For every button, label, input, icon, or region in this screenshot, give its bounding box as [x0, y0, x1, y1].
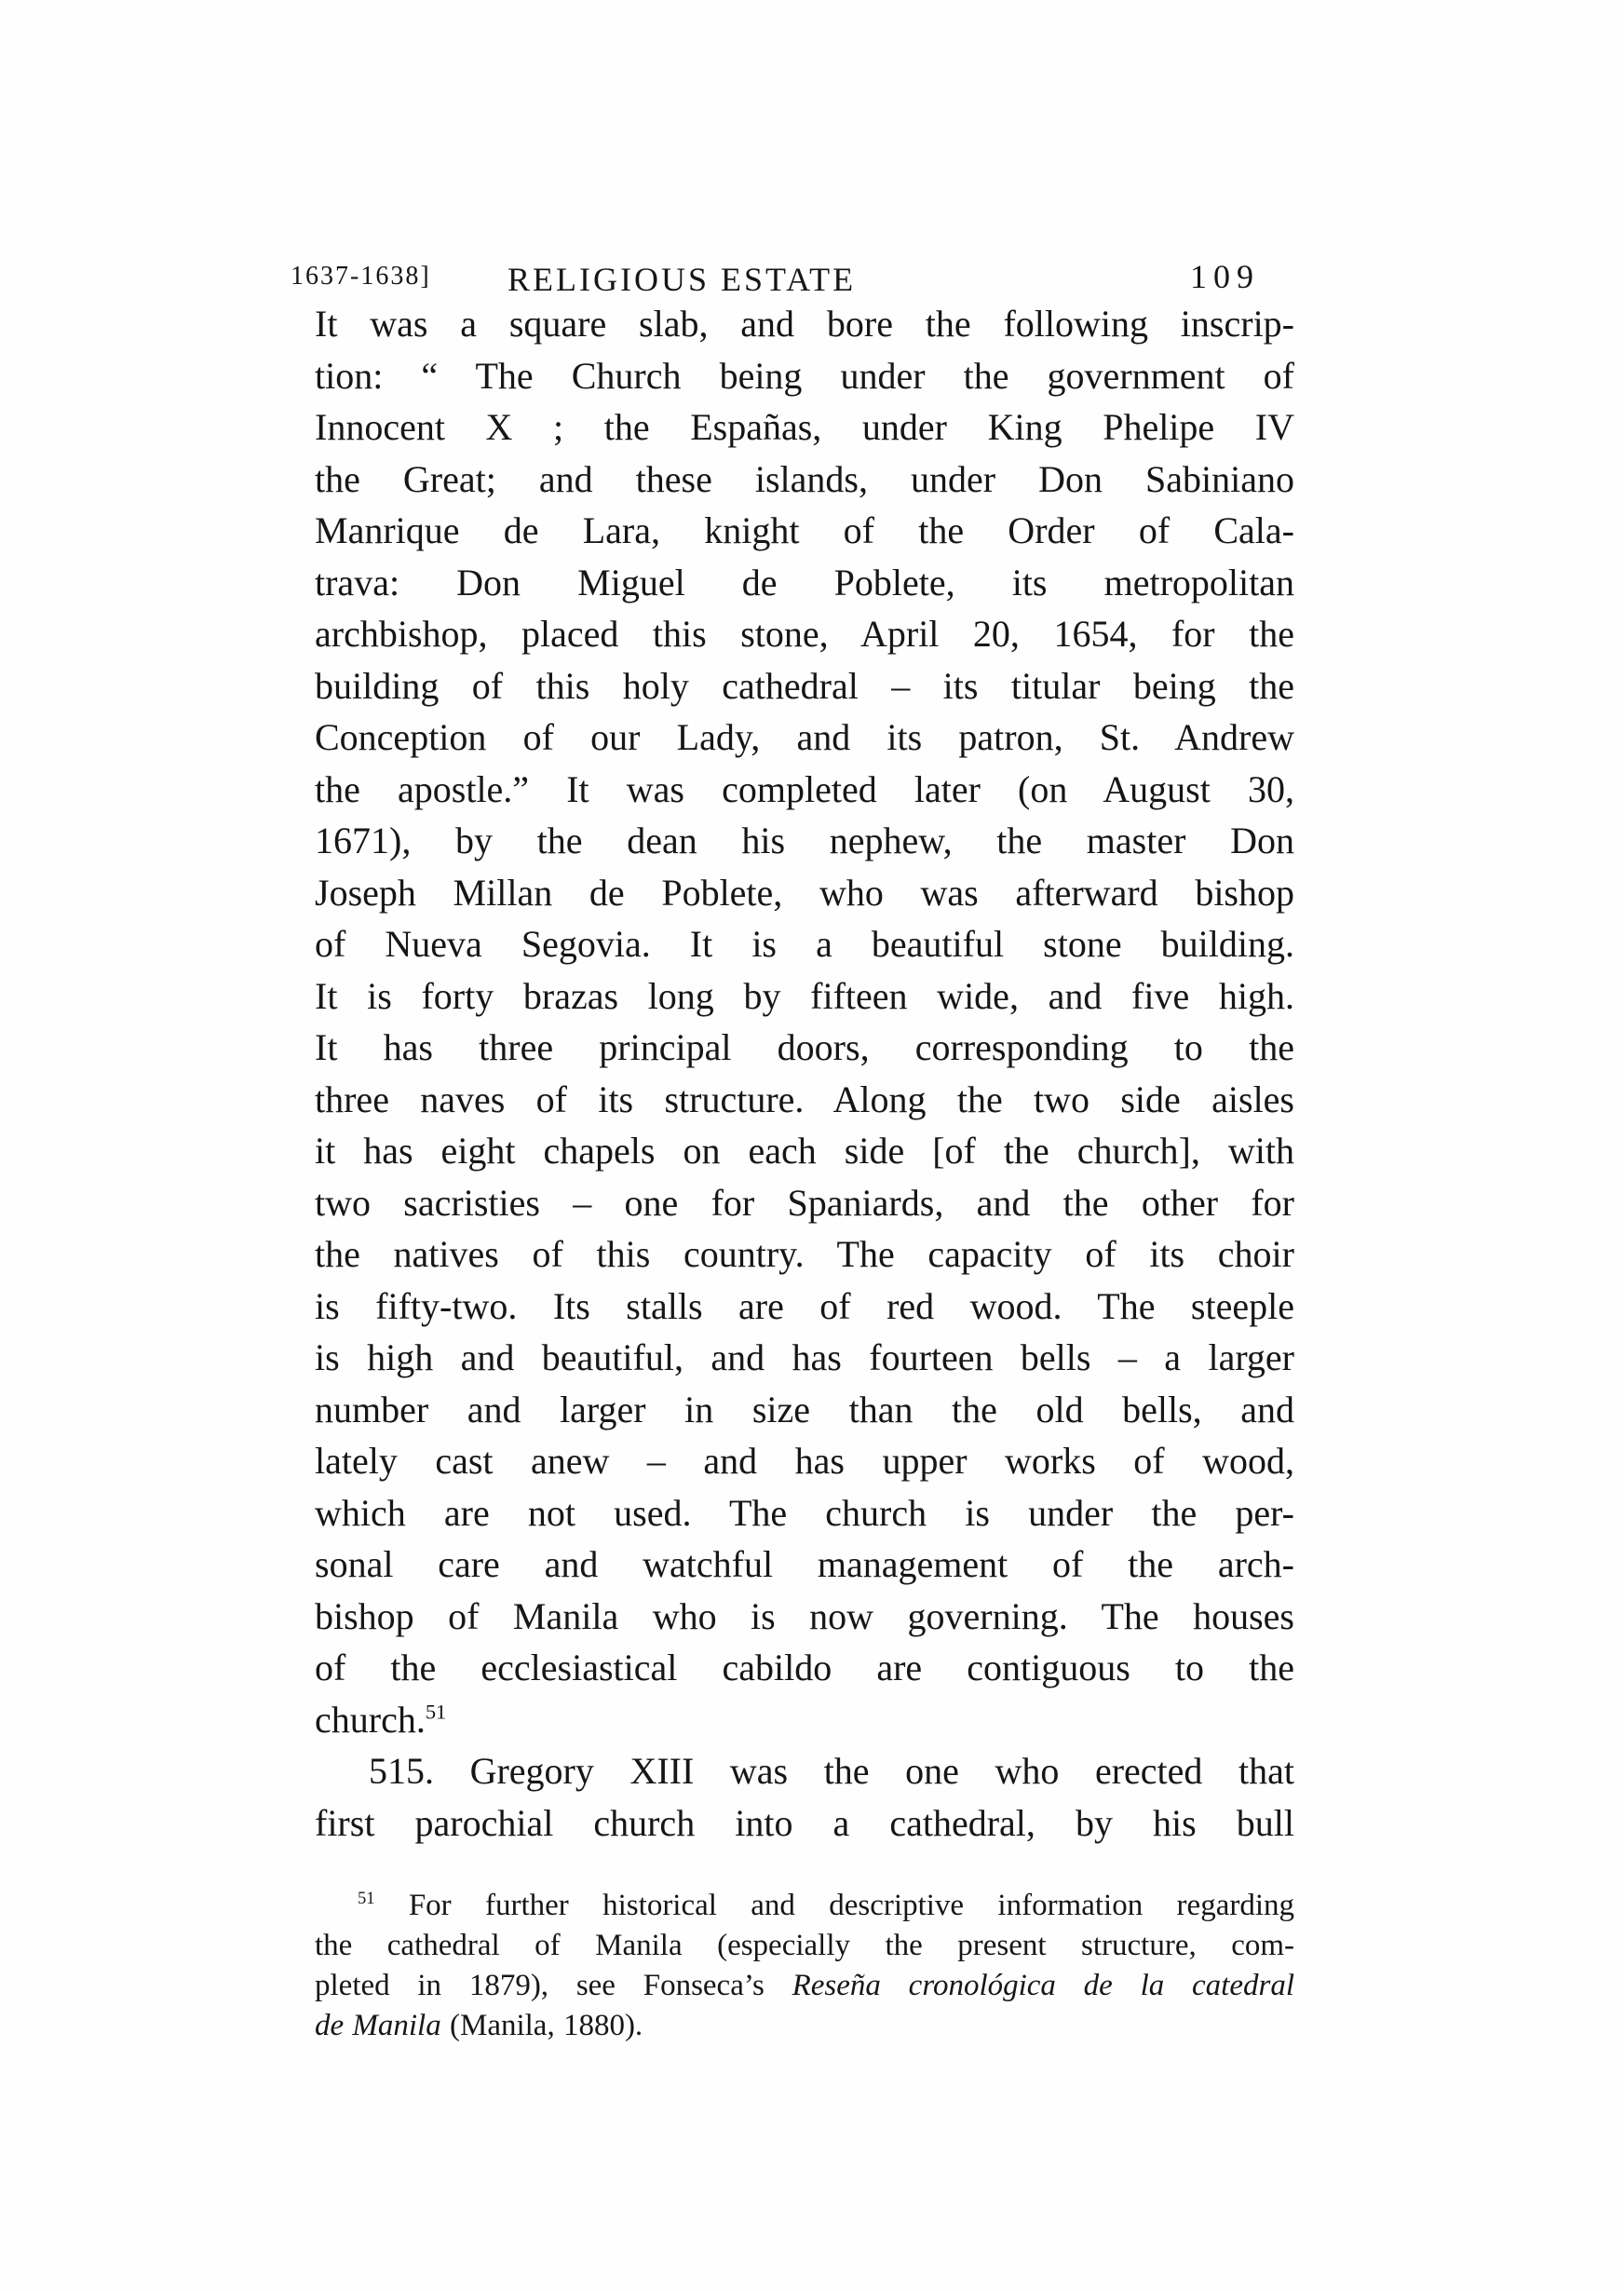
text-segment: the cathedral of Manila (especially the present structure, com- [315, 1929, 1294, 1962]
text-line [315, 1332, 1294, 1384]
text-segment: two sacristies – one for Spaniards, and the other for [315, 1181, 1294, 1224]
text-segment: pleted in 1879), see Fonseca’s [315, 1969, 792, 2002]
text-line [315, 815, 1294, 867]
text-line [315, 350, 1294, 402]
text-line [315, 1228, 1294, 1281]
text-line [315, 1745, 1294, 1797]
text-line [315, 1384, 1294, 1436]
text-line [315, 1177, 1294, 1229]
footnote-reference: 51 [358, 1889, 375, 1907]
text-segment: Manrique de Lara, knight of the Order of Cala- [315, 509, 1294, 551]
text-line [315, 712, 1294, 764]
header-page-number: 109 [1190, 258, 1260, 295]
text-segment: lately cast anew – and has upper works of wood, [315, 1440, 1294, 1482]
text-segment: number and larger in size than the old bells, and [315, 1388, 1294, 1430]
text-segment: sonal care and watchful management of the arch- [315, 1543, 1294, 1585]
text-segment: is fifty-two. Its stalls are of red wood. The steeple [315, 1284, 1294, 1327]
text-segment: bishop of Manila who is now governing. The houses [315, 1594, 1294, 1637]
text-segment: Joseph Millan de Poblete, who was afterward bishop [315, 871, 1294, 914]
text-line [315, 1281, 1294, 1333]
text-line [315, 764, 1294, 816]
text-segment: of Nueva Segovia. It is a beautiful stone building. [315, 923, 1294, 965]
text-segment: Innocent X ; the Españas, under King Phelipe IV [315, 406, 1294, 448]
text-line [315, 1591, 1294, 1643]
text-segment: tion: “ The Church being under the government of [315, 354, 1294, 397]
footnote-reference: 51 [425, 1700, 447, 1724]
text-line [315, 1487, 1294, 1539]
paragraph-section-515 [315, 1745, 1294, 1849]
text-line [315, 1886, 1294, 1926]
text-segment: (Manila, 1880). [440, 2009, 643, 2042]
text-segment: trava: Don Miguel de Poblete, its metropolitan [315, 561, 1294, 603]
text-segment: which are not used. The church is under the per- [315, 1491, 1294, 1534]
text-line [315, 970, 1294, 1023]
text-segment: 1671), by the dean his nephew, the master Don [315, 820, 1294, 861]
italic-text: Reseña cronológica de la catedral [792, 1969, 1294, 2002]
italic-text: de Manila [315, 2009, 441, 2042]
text-segment: of the ecclesiastical cabildo are contiguous to the [315, 1647, 1294, 1688]
text-segment: It is forty brazas long by fifteen wide, and five high. [315, 974, 1294, 1017]
text-line [315, 660, 1294, 712]
paragraph-inscription [315, 298, 1294, 1745]
text-line [315, 1539, 1294, 1591]
header-date-range: 1637-1638] [291, 262, 431, 291]
text-segment: building of this holy cathedral – its titular being the [315, 664, 1294, 707]
header-running-title: RELIGIOUS ESTATE [508, 261, 857, 298]
text-segment: It was a square slab, and bore the following inscrip- [315, 303, 1294, 345]
text-line [315, 2006, 1294, 2046]
text-line [315, 454, 1294, 506]
text-line [315, 1797, 1294, 1850]
text-line [315, 608, 1294, 660]
text-segment: three naves of its structure. Along the two side aisles [315, 1078, 1294, 1120]
text-line [315, 505, 1294, 557]
text-segment: the Great; and these islands, under Don Sabiniano [315, 457, 1294, 500]
text-segment: For further historical and descriptive information regarding [374, 1889, 1294, 1922]
text-line [315, 1074, 1294, 1126]
text-segment: archbishop, placed this stone, April 20, 1654, for the [315, 613, 1294, 655]
text-segment: it has eight chapels on each side [of the church], with [315, 1130, 1294, 1172]
text-line [315, 401, 1294, 454]
text-segment: Conception of our Lady, and its patron, St. Andrew [315, 716, 1294, 758]
text-line [315, 298, 1294, 350]
text-line [315, 1926, 1294, 1966]
text-block [315, 298, 1294, 2046]
text-line [315, 557, 1294, 609]
text-segment: is high and beautiful, and has fourteen bells – a larger [315, 1336, 1294, 1378]
text-line [315, 1694, 1294, 1746]
text-segment: the natives of this country. The capacity of its choir [315, 1233, 1294, 1275]
text-segment: church. [315, 1698, 426, 1741]
text-line [315, 1966, 1294, 2006]
text-segment: first parochial church into a cathedral, by his bull [315, 1801, 1294, 1844]
text-line [315, 1642, 1294, 1694]
text-segment: 515. Gregory XIII was the one who erected that [369, 1750, 1294, 1792]
text-line [315, 1022, 1294, 1074]
text-line [315, 867, 1294, 919]
text-segment: It has three principal doors, corresponding to the [315, 1026, 1294, 1068]
text-line [315, 1435, 1294, 1487]
text-segment: the apostle.” It was completed later (on August 30, [315, 767, 1294, 810]
footnote [315, 1886, 1294, 2046]
text-line [315, 918, 1294, 970]
text-line [315, 1125, 1294, 1177]
